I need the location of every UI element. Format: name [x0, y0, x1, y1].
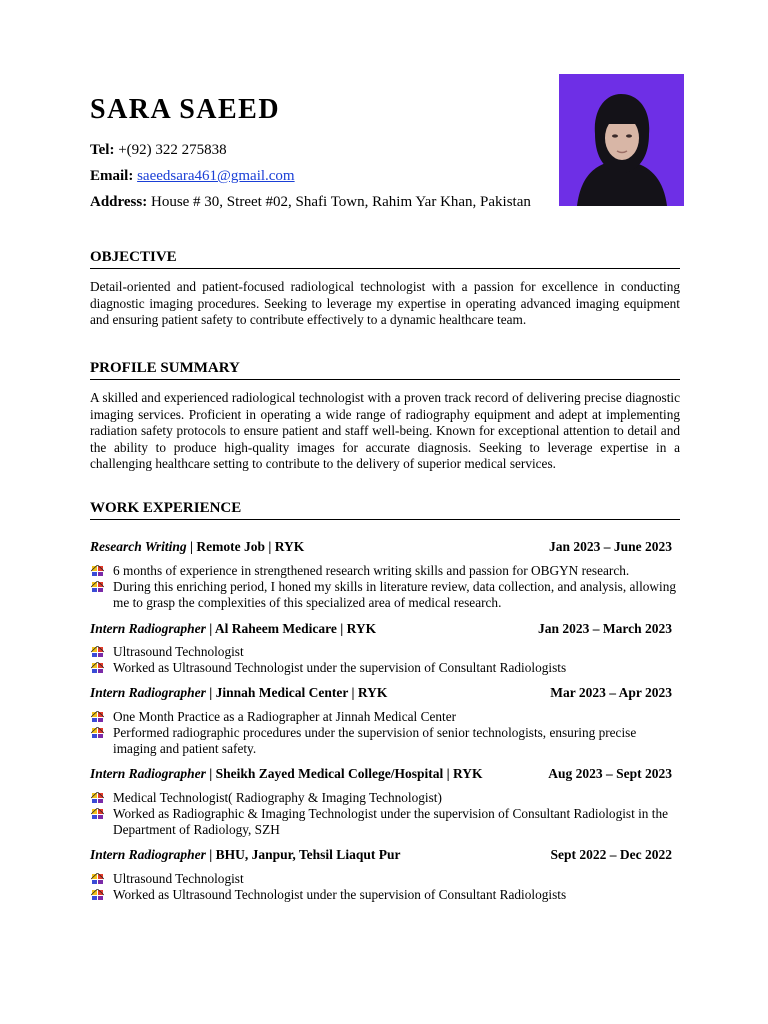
- bullet-text: Worked as Radiographic & Imaging Technologist under the supervision of Consultant Radiologist in the Department of Radiology, SZH: [113, 806, 669, 837]
- pushpin-arrow-bullet-icon: [91, 662, 104, 674]
- list-item: [90, 660, 680, 676]
- pushpin-arrow-bullet-icon: [91, 792, 104, 804]
- list-item: [90, 644, 680, 660]
- job-header: [90, 766, 672, 782]
- list-item: [90, 725, 680, 757]
- job-place: | Jinnah Medical Center | RYK: [205, 685, 388, 700]
- list-item: [90, 579, 680, 611]
- list-item: [90, 790, 680, 806]
- job-header: [90, 539, 672, 555]
- job-bullets: [90, 871, 680, 903]
- job-dates: Mar 2023 – Apr 2023: [550, 685, 672, 700]
- profile-summary-heading: PROFILE SUMMARY: [90, 360, 680, 380]
- contact-email: [90, 168, 295, 185]
- objective-heading: OBJECTIVE: [90, 249, 680, 269]
- list-item: [90, 871, 680, 887]
- bullet-text: 6 months of experience in strengthened research writing skills and passion for OBGYN research.: [113, 563, 630, 578]
- job-place: | Remote Job | RYK: [186, 539, 305, 554]
- pushpin-arrow-bullet-icon: [91, 808, 104, 820]
- list-item: [90, 709, 680, 725]
- bullet-text: Worked as Ultrasound Technologist under the supervision of Consultant Radiologists: [113, 660, 567, 675]
- bullet-text: Medical Technologist( Radiography & Imaging Technologist): [113, 790, 442, 805]
- profile-photo: [559, 74, 684, 206]
- list-item: [90, 887, 680, 903]
- pushpin-arrow-bullet-icon: [91, 565, 104, 577]
- objective-text: Detail-oriented and patient-focused radiological technologist with a passion for excellence in conducting diagnostic imaging procedures. Seeking to leverage my expertise in operating advanced imaging equipment and ensuring patient safety to contribute effectively to a dynamic healthcare team.: [90, 279, 680, 327]
- job-dates: Aug 2023 – Sept 2023: [548, 766, 672, 781]
- job-role: Intern Radiographer: [90, 766, 206, 781]
- job-dates: Jan 2023 – June 2023: [548, 539, 672, 554]
- pushpin-arrow-bullet-icon: [91, 646, 104, 658]
- job-role: Research Writing: [90, 539, 187, 554]
- address-value: House # 30, Street #02, Shafi Town, Rahim Yar Khan, Pakistan: [150, 194, 531, 210]
- phone-label: Tel:: [90, 142, 115, 158]
- job-title-line: [90, 621, 376, 637]
- job-place: | Sheikh Zayed Medical College/Hospital | RYK: [205, 766, 483, 781]
- job-role: Intern Radiographer: [90, 847, 206, 862]
- work-experience-heading: WORK EXPERIENCE: [90, 500, 680, 520]
- bullet-text: Worked as Ultrasound Technologist under the supervision of Consultant Radiologists: [113, 887, 567, 902]
- contact-address: [90, 194, 531, 211]
- email-link[interactable]: saeedsara461@gmail.com: [137, 168, 295, 184]
- bullet-text: Ultrasound Technologist: [113, 644, 244, 659]
- job-title-line: [90, 685, 387, 701]
- job-title-line: [90, 539, 304, 555]
- job-dates: Sept 2022 – Dec 2022: [550, 847, 672, 862]
- job-place: | BHU, Janpur, Tehsil Liaqut Pur: [205, 847, 401, 862]
- job-header: [90, 847, 672, 863]
- job-bullets: [90, 709, 680, 757]
- job-title-line: [90, 847, 400, 863]
- pushpin-arrow-bullet-icon: [91, 889, 104, 901]
- pushpin-arrow-bullet-icon: [91, 711, 104, 723]
- list-item: [90, 563, 680, 579]
- bullet-text: Ultrasound Technologist: [113, 871, 244, 886]
- job-header: [90, 621, 672, 637]
- bullet-text: Performed radiographic procedures under the supervision of senior technologists, ensuring precise imaging and patient safety.: [113, 725, 637, 756]
- pushpin-arrow-bullet-icon: [91, 581, 104, 593]
- job-header: [90, 685, 672, 701]
- contact-phone: [90, 142, 227, 159]
- job-dates: Jan 2023 – March 2023: [538, 621, 672, 636]
- job-role: Intern Radiographer: [90, 621, 206, 636]
- job-place: | Al Raheem Medicare | RYK: [205, 621, 377, 636]
- job-bullets: [90, 563, 680, 611]
- job-role: Intern Radiographer: [90, 685, 206, 700]
- pushpin-arrow-bullet-icon: [91, 873, 104, 885]
- list-item: [90, 806, 680, 838]
- email-label: Email:: [90, 168, 134, 184]
- job-title-line: [90, 766, 483, 782]
- job-bullets: [90, 790, 680, 838]
- address-label: Address:: [90, 194, 148, 210]
- phone-value: +(92) 322 275838: [118, 142, 227, 158]
- profile-summary-text: A skilled and experienced radiological technologist with a proven track record of delivering precise diagnostic imaging services. Proficient in operating a wide range of radiography equipment and adept at implementing radiation safety protocols to ensure patient and staff well-being. Known for exceptional attention to detail and the ability to produce high-quality images for accurate diagnosis. Seeking to leverage expertise in a challenging healthcare setting to contribute to the delivery of superior medical services.: [90, 390, 680, 471]
- candidate-name: SARA SAEED: [90, 94, 281, 125]
- bullet-text: One Month Practice as a Radiographer at Jinnah Medical Center: [113, 709, 457, 724]
- bullet-text: During this enriching period, I honed my skills in literature review, data collection, and analysis, allowing me to grasp the complexities of this specialized area of medical research.: [113, 579, 677, 610]
- job-bullets: [90, 644, 680, 676]
- pushpin-arrow-bullet-icon: [91, 727, 104, 739]
